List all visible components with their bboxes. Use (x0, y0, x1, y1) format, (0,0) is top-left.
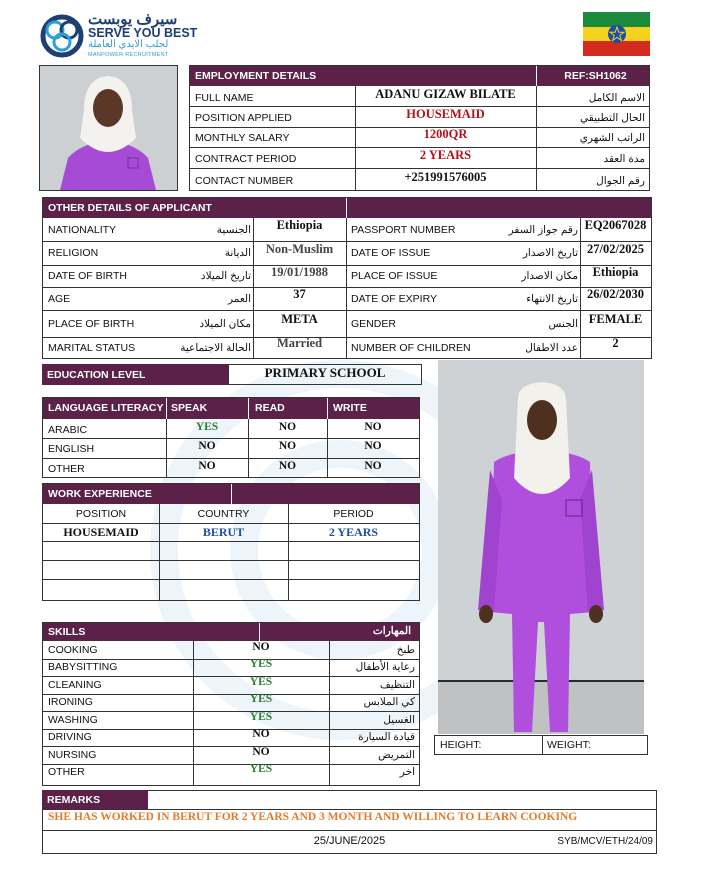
period-col-header: PERIOD (333, 507, 374, 520)
logo-mark-icon (40, 12, 84, 60)
education-title: EDUCATION LEVEL (47, 368, 146, 381)
contact-number-label: CONTACT NUMBER (195, 175, 294, 187)
language-english-speak: NO (198, 439, 216, 452)
other-details-title: OTHER DETAILS OF APPLICANT (48, 202, 212, 214)
skill-washing-label: WASHING (48, 713, 98, 726)
marital-status-label: MARITAL STATUS (48, 341, 136, 354)
skill-nursing-value: NO (252, 745, 270, 758)
full-name-value: ADANU GIZAW BILATE (375, 86, 516, 101)
work-country-value: BERUT (202, 524, 245, 539)
date-of-issue-label: DATE OF ISSUE (351, 247, 431, 259)
remarks-text: SHE HAS WORKED IN BERUT FOR 2 YEARS AND 3 MONTH AND WILLING TO LEARN COOKING (48, 811, 578, 823)
place-of-issue-label: PLACE OF ISSUE (351, 270, 438, 282)
write-col-header: WRITE (333, 402, 367, 414)
religion-label: RELIGION (48, 247, 99, 259)
applicant-portrait-photo (39, 65, 178, 191)
skill-ironing-label: IRONING (48, 696, 93, 709)
language-literacy-table (42, 397, 420, 478)
brand-tagline: MANPOWER RECRUITMENT (88, 52, 169, 58)
reference-number (536, 66, 649, 86)
skill-driving-value: NO (252, 728, 270, 741)
skill-washing-arabic: الغسيل (383, 713, 415, 726)
date-of-expiry-arabic: تاريخ الانتهاء (526, 292, 578, 305)
age-label: AGE (48, 292, 71, 305)
contract-period-label: CONTRACT PERIOD (195, 153, 297, 165)
date-of-birth-value: 19/01/1988 (271, 264, 328, 279)
date-of-issue-arabic: تاريخ الاصدار (522, 247, 578, 259)
nationality-label: NATIONALITY (48, 223, 117, 236)
skills-table (42, 622, 420, 786)
gender-arabic: الجنس (548, 317, 578, 330)
other-details-table (42, 197, 652, 359)
number-of-children-value: 2 (612, 336, 619, 350)
skills-title: SKILLS (48, 626, 86, 638)
position-applied-value: HOUSEMAID (406, 106, 485, 121)
skill-babysitting-value: YES (249, 658, 273, 671)
number-of-children-label: NUMBER OF CHILDREN (351, 341, 471, 354)
language-other-write: NO (364, 459, 382, 472)
language-other-speak: NO (198, 459, 216, 472)
company-logo (40, 10, 210, 62)
place-of-issue-arabic: مكان الاصدار (521, 270, 578, 282)
language-title: LANGUAGE LITERACY (48, 402, 164, 414)
full-name-arabic: الاسم الكامل (588, 92, 645, 104)
age-arabic: العمر (227, 292, 251, 305)
document-date: 25/JUNE/2025 (313, 835, 386, 847)
date-of-birth-arabic: تاريخ الميلاد (200, 270, 251, 282)
skill-cleaning-arabic: التنظيف (379, 678, 415, 691)
passport-number-arabic: رقم جواز السفر (508, 223, 578, 236)
education-value: PRIMARY SCHOOL (228, 364, 422, 385)
monthly-salary-label: MONTHLY SALARY (195, 132, 290, 144)
brand-name: SERVE YOU BEST (88, 26, 198, 40)
nationality-arabic: الجنسية (216, 223, 251, 236)
place-of-birth-label: PLACE OF BIRTH (48, 317, 135, 330)
work-experience-table (42, 483, 420, 601)
work-title: WORK EXPERIENCE (48, 488, 152, 500)
weight-label: WEIGHT: (547, 739, 591, 751)
contract-period-value: 2 YEARS (419, 147, 472, 162)
ethiopia-flag (583, 12, 650, 56)
date-of-expiry-label: DATE OF EXPIRY (351, 292, 437, 305)
speak-col-header: SPEAK (171, 402, 208, 414)
reference-label: REF:SH1062 (564, 70, 627, 82)
place-of-birth-value: META (281, 312, 318, 326)
remarks-section (42, 790, 657, 854)
read-col-header: READ (255, 402, 285, 414)
date-of-issue-value: 27/02/2025 (587, 241, 644, 256)
remarks-header (42, 790, 148, 810)
skill-ironing-arabic: كي الملابس (363, 696, 415, 709)
skill-nursing-arabic: التمريض (378, 748, 415, 761)
measurements-table (434, 735, 648, 755)
language-arabic-read: NO (278, 420, 297, 433)
education-level (42, 364, 422, 385)
position-applied-arabic: الحال التطبيقي (580, 112, 645, 124)
nationality-value: Ethiopia (276, 218, 323, 232)
skill-cooking-arabic: طبخ (396, 643, 415, 656)
skill-other-value: YES (249, 763, 273, 776)
skill-ironing-value: YES (249, 693, 273, 706)
age-value: 37 (293, 287, 306, 301)
language-english-read: NO (278, 439, 297, 452)
language-english-write: NO (364, 439, 382, 452)
position-applied-label: POSITION APPLIED (195, 112, 292, 124)
number-of-children-arabic: عدد الاطفال (525, 341, 578, 354)
height-label: HEIGHT: (440, 739, 482, 751)
passport-number-label: PASSPORT NUMBER (351, 223, 456, 236)
skill-babysitting-label: BABYSITTING (48, 661, 118, 674)
brand-arabic-name: سيرف يوبست (88, 11, 178, 28)
skill-cooking-value: NO (252, 640, 270, 653)
place-of-birth-arabic: مكان الميلاد (199, 317, 251, 330)
monthly-salary-value: 1200QR (423, 126, 468, 141)
language-arabic-speak: YES (195, 420, 219, 433)
marital-status-arabic: الحالة الاجتماعية (180, 341, 251, 354)
contract-period-arabic: مدة العقد (603, 153, 645, 165)
skill-driving-arabic: قيادة السيارة (358, 731, 415, 744)
gender-value: FEMALE (588, 312, 643, 326)
gender-label: GENDER (351, 317, 396, 330)
place-of-issue-value: Ethiopia (592, 264, 639, 279)
language-other-read: NO (278, 459, 297, 472)
passport-number-value: EQ2067028 (584, 218, 647, 232)
flag-star-icon (607, 24, 627, 44)
date-of-expiry-value: 26/02/2030 (587, 287, 644, 301)
remarks-title: REMARKS (47, 794, 101, 806)
date-of-birth-label: DATE OF BIRTH (48, 270, 127, 282)
skill-driving-label: DRIVING (48, 731, 92, 744)
language-other-label: OTHER (48, 463, 85, 475)
other-details-header (43, 198, 651, 218)
language-arabic-write: NO (364, 420, 382, 433)
skill-washing-value: YES (249, 710, 273, 723)
marital-status-value: Married (276, 336, 323, 350)
skill-cleaning-value: YES (249, 675, 273, 688)
religion-arabic: الديانة (224, 247, 251, 259)
applicant-full-body-photo (438, 360, 644, 734)
skill-cleaning-label: CLEANING (48, 678, 102, 691)
employment-details-table (189, 65, 650, 191)
skill-cooking-label: COOKING (48, 643, 98, 656)
skill-other-label: OTHER (48, 766, 85, 779)
contact-number-arabic: رقم الجوال (596, 175, 645, 187)
contact-number-value: +251991576005 (404, 169, 487, 184)
country-col-header: COUNTRY (197, 507, 250, 520)
skill-babysitting-arabic: رعاية الأطفال (355, 661, 415, 674)
language-arabic-label: ARABIC (48, 424, 88, 436)
full-name-label: FULL NAME (195, 92, 254, 104)
work-position-value: HOUSEMAID (63, 524, 139, 539)
language-english-label: ENGLISH (48, 443, 95, 455)
religion-value: Non-Muslim (265, 241, 334, 256)
document-code: SYB/MCV/ETH/24/09 (557, 836, 653, 847)
employment-title: EMPLOYMENT DETAILS (195, 70, 317, 82)
skill-other-arabic: اخر (399, 766, 415, 779)
monthly-salary-arabic: الراتب الشهري (579, 132, 645, 144)
skills-arabic-title: المهارات (372, 625, 411, 637)
brand-arabic-tagline: لجلب الايدي العاملة (88, 39, 169, 50)
employment-header (190, 66, 536, 86)
position-col-header: POSITION (75, 507, 127, 520)
skill-nursing-label: NURSING (48, 748, 97, 761)
work-period-value: 2 YEARS (328, 524, 379, 539)
education-header (42, 364, 228, 385)
